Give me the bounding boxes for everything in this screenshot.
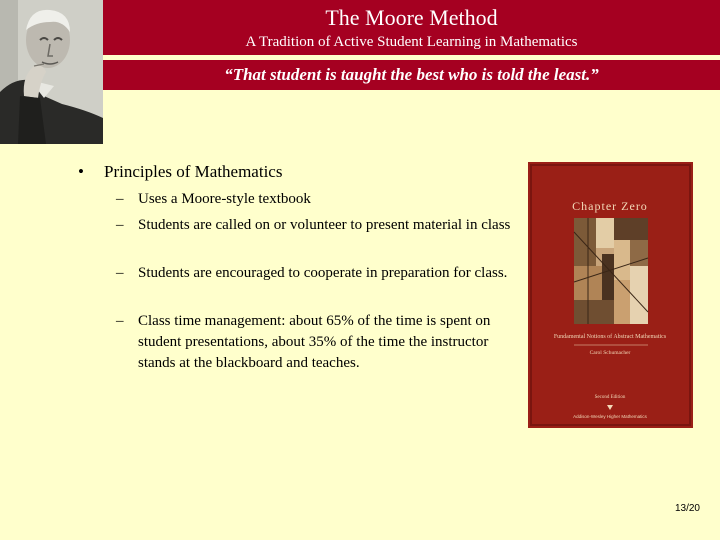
list-item-text: Uses a Moore-style textbook — [138, 191, 311, 207]
moore-quote: “That student is taught the best who is told the least.” — [224, 65, 599, 84]
list-item-text: Students are called on or volunteer to present material in class — [138, 217, 511, 233]
portrait-photo — [0, 0, 103, 144]
book-author: Carol Schumacher — [589, 350, 631, 356]
slide-subtitle: A Tradition of Active Student Learning in Mathematics — [245, 34, 578, 50]
book-subtitle: Fundamental Notions of Abstract Mathematics — [553, 334, 667, 340]
book-edition: Second Edition — [594, 395, 626, 400]
bullet-marker: • — [78, 162, 84, 181]
dash-marker: – — [116, 265, 124, 281]
book-cover-image — [528, 162, 693, 428]
book-title: Chapter Zero — [572, 199, 648, 213]
cover-artwork — [574, 218, 648, 324]
dash-marker: – — [116, 313, 124, 329]
dash-marker: – — [116, 217, 124, 233]
book-publisher: Addison-Wesley Higher Mathematics — [573, 414, 647, 419]
heading-text: Principles of Mathematics — [104, 162, 283, 181]
slide-title: The Moore Method — [325, 5, 498, 30]
list-item-text: Students are encouraged to cooperate in preparation for class. — [138, 265, 508, 281]
list-item-text: Class time management: about 65% of the time is spent on student presentations, about 35% of the time the instructor stands at the blackboard and teaches. — [138, 313, 491, 371]
dash-marker: – — [116, 191, 124, 207]
page-number: 13/20 — [674, 503, 700, 514]
